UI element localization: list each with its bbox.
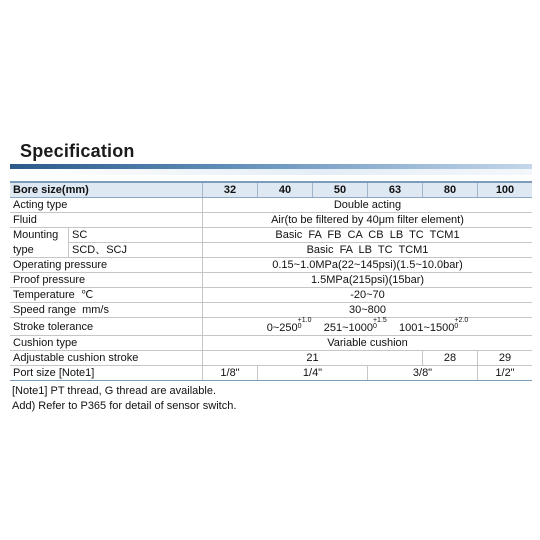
tolerance-lower-2: 0: [372, 323, 377, 330]
bore-40: 40: [258, 182, 313, 198]
temperature-value: -20~70: [203, 288, 533, 303]
adjustable-cushion-32-63: 21: [203, 351, 423, 366]
stroke-tolerance-label: Stroke tolerance: [10, 318, 203, 336]
cushion-type-value: Variable cushion: [203, 336, 533, 351]
stroke-range-2: 251~1000: [323, 322, 373, 334]
note-1: [Note1] PT thread, G thread are available.: [12, 385, 217, 397]
title-underline-shade: [10, 169, 532, 175]
port-size-32: 1/8": [203, 366, 258, 381]
bore-size-header: Bore size(mm): [10, 182, 203, 198]
acting-type-value: Double acting: [203, 198, 533, 213]
bore-32: 32: [203, 182, 258, 198]
mounting-label-line2: type: [10, 243, 69, 258]
port-size-40-50: 1/4": [258, 366, 368, 381]
port-size-label: Port size [Note1]: [10, 366, 203, 381]
table-row: [10, 228, 532, 243]
speed-range-label: Speed range mm/s: [10, 303, 203, 318]
port-size-63-80: 3/8": [368, 366, 478, 381]
temperature-label: Temperature ℃: [10, 288, 203, 303]
specification-section: [10, 138, 532, 414]
proof-pressure-value: 1.5MPa(215psi)(15bar): [203, 273, 533, 288]
stroke-range-3: 1001~1500: [399, 322, 455, 334]
table-row: [10, 288, 532, 303]
mounting-sc-value: Basic FA FB CA CB LB TC TCM1: [203, 228, 533, 243]
mounting-scd-value: Basic FA LB TC TCM1: [203, 243, 533, 258]
stroke-tolerance-value: [203, 318, 533, 336]
header-row: [10, 182, 532, 198]
operating-pressure-value: 0.15~1.0MPa(22~145psi)(1.5~10.0bar): [203, 258, 533, 273]
table-row: [10, 243, 532, 258]
bore-100: 100: [478, 182, 533, 198]
cushion-type-label: Cushion type: [10, 336, 203, 351]
stroke-tolerance-2: [373, 318, 387, 330]
adjustable-cushion-label: Adjustable cushion stroke: [10, 351, 203, 366]
notes: [10, 384, 532, 414]
proof-pressure-label: Proof pressure: [10, 273, 203, 288]
tolerance-lower-1: 0: [297, 323, 302, 330]
table-row: [10, 303, 532, 318]
port-size-100: 1/2": [478, 366, 533, 381]
tolerance-upper-3: +2.0: [454, 317, 469, 324]
stroke-range-1: 0~250: [266, 322, 298, 334]
operating-pressure-label: Operating pressure: [10, 258, 203, 273]
stroke-tolerance-1: [298, 318, 312, 330]
stroke-tolerance-3: [454, 318, 468, 330]
mounting-label-line1: Mounting: [13, 229, 59, 242]
table-row: [10, 198, 532, 213]
table-row: [10, 258, 532, 273]
tolerance-upper-1: +1.0: [297, 317, 312, 324]
fluid-label: Fluid: [10, 213, 203, 228]
bore-50: 50: [313, 182, 368, 198]
spec-table: [10, 181, 532, 381]
adjustable-cushion-100: 29: [478, 351, 533, 366]
speed-range-value: 30~800: [203, 303, 533, 318]
adjustable-cushion-80: 28: [423, 351, 478, 366]
bore-63: 63: [368, 182, 423, 198]
mounting-scd-label: SCD、SCJ: [69, 243, 203, 258]
table-row: [10, 366, 532, 381]
fluid-value: Air(to be filtered by 40μm filter element): [203, 213, 533, 228]
tolerance-upper-2: +1.5: [372, 317, 387, 324]
tolerance-lower-3: 0: [454, 323, 459, 330]
note-add: Add) Refer to P365 for detail of sensor switch.: [12, 400, 237, 412]
acting-type-label: Acting type: [10, 198, 203, 213]
section-title: Specification: [20, 141, 135, 161]
bore-80: 80: [423, 182, 478, 198]
table-row: [10, 351, 532, 366]
table-row: [10, 273, 532, 288]
mounting-sc-label: SC: [69, 228, 203, 243]
table-row: [10, 336, 532, 351]
table-row: [10, 213, 532, 228]
table-row: [10, 318, 532, 336]
